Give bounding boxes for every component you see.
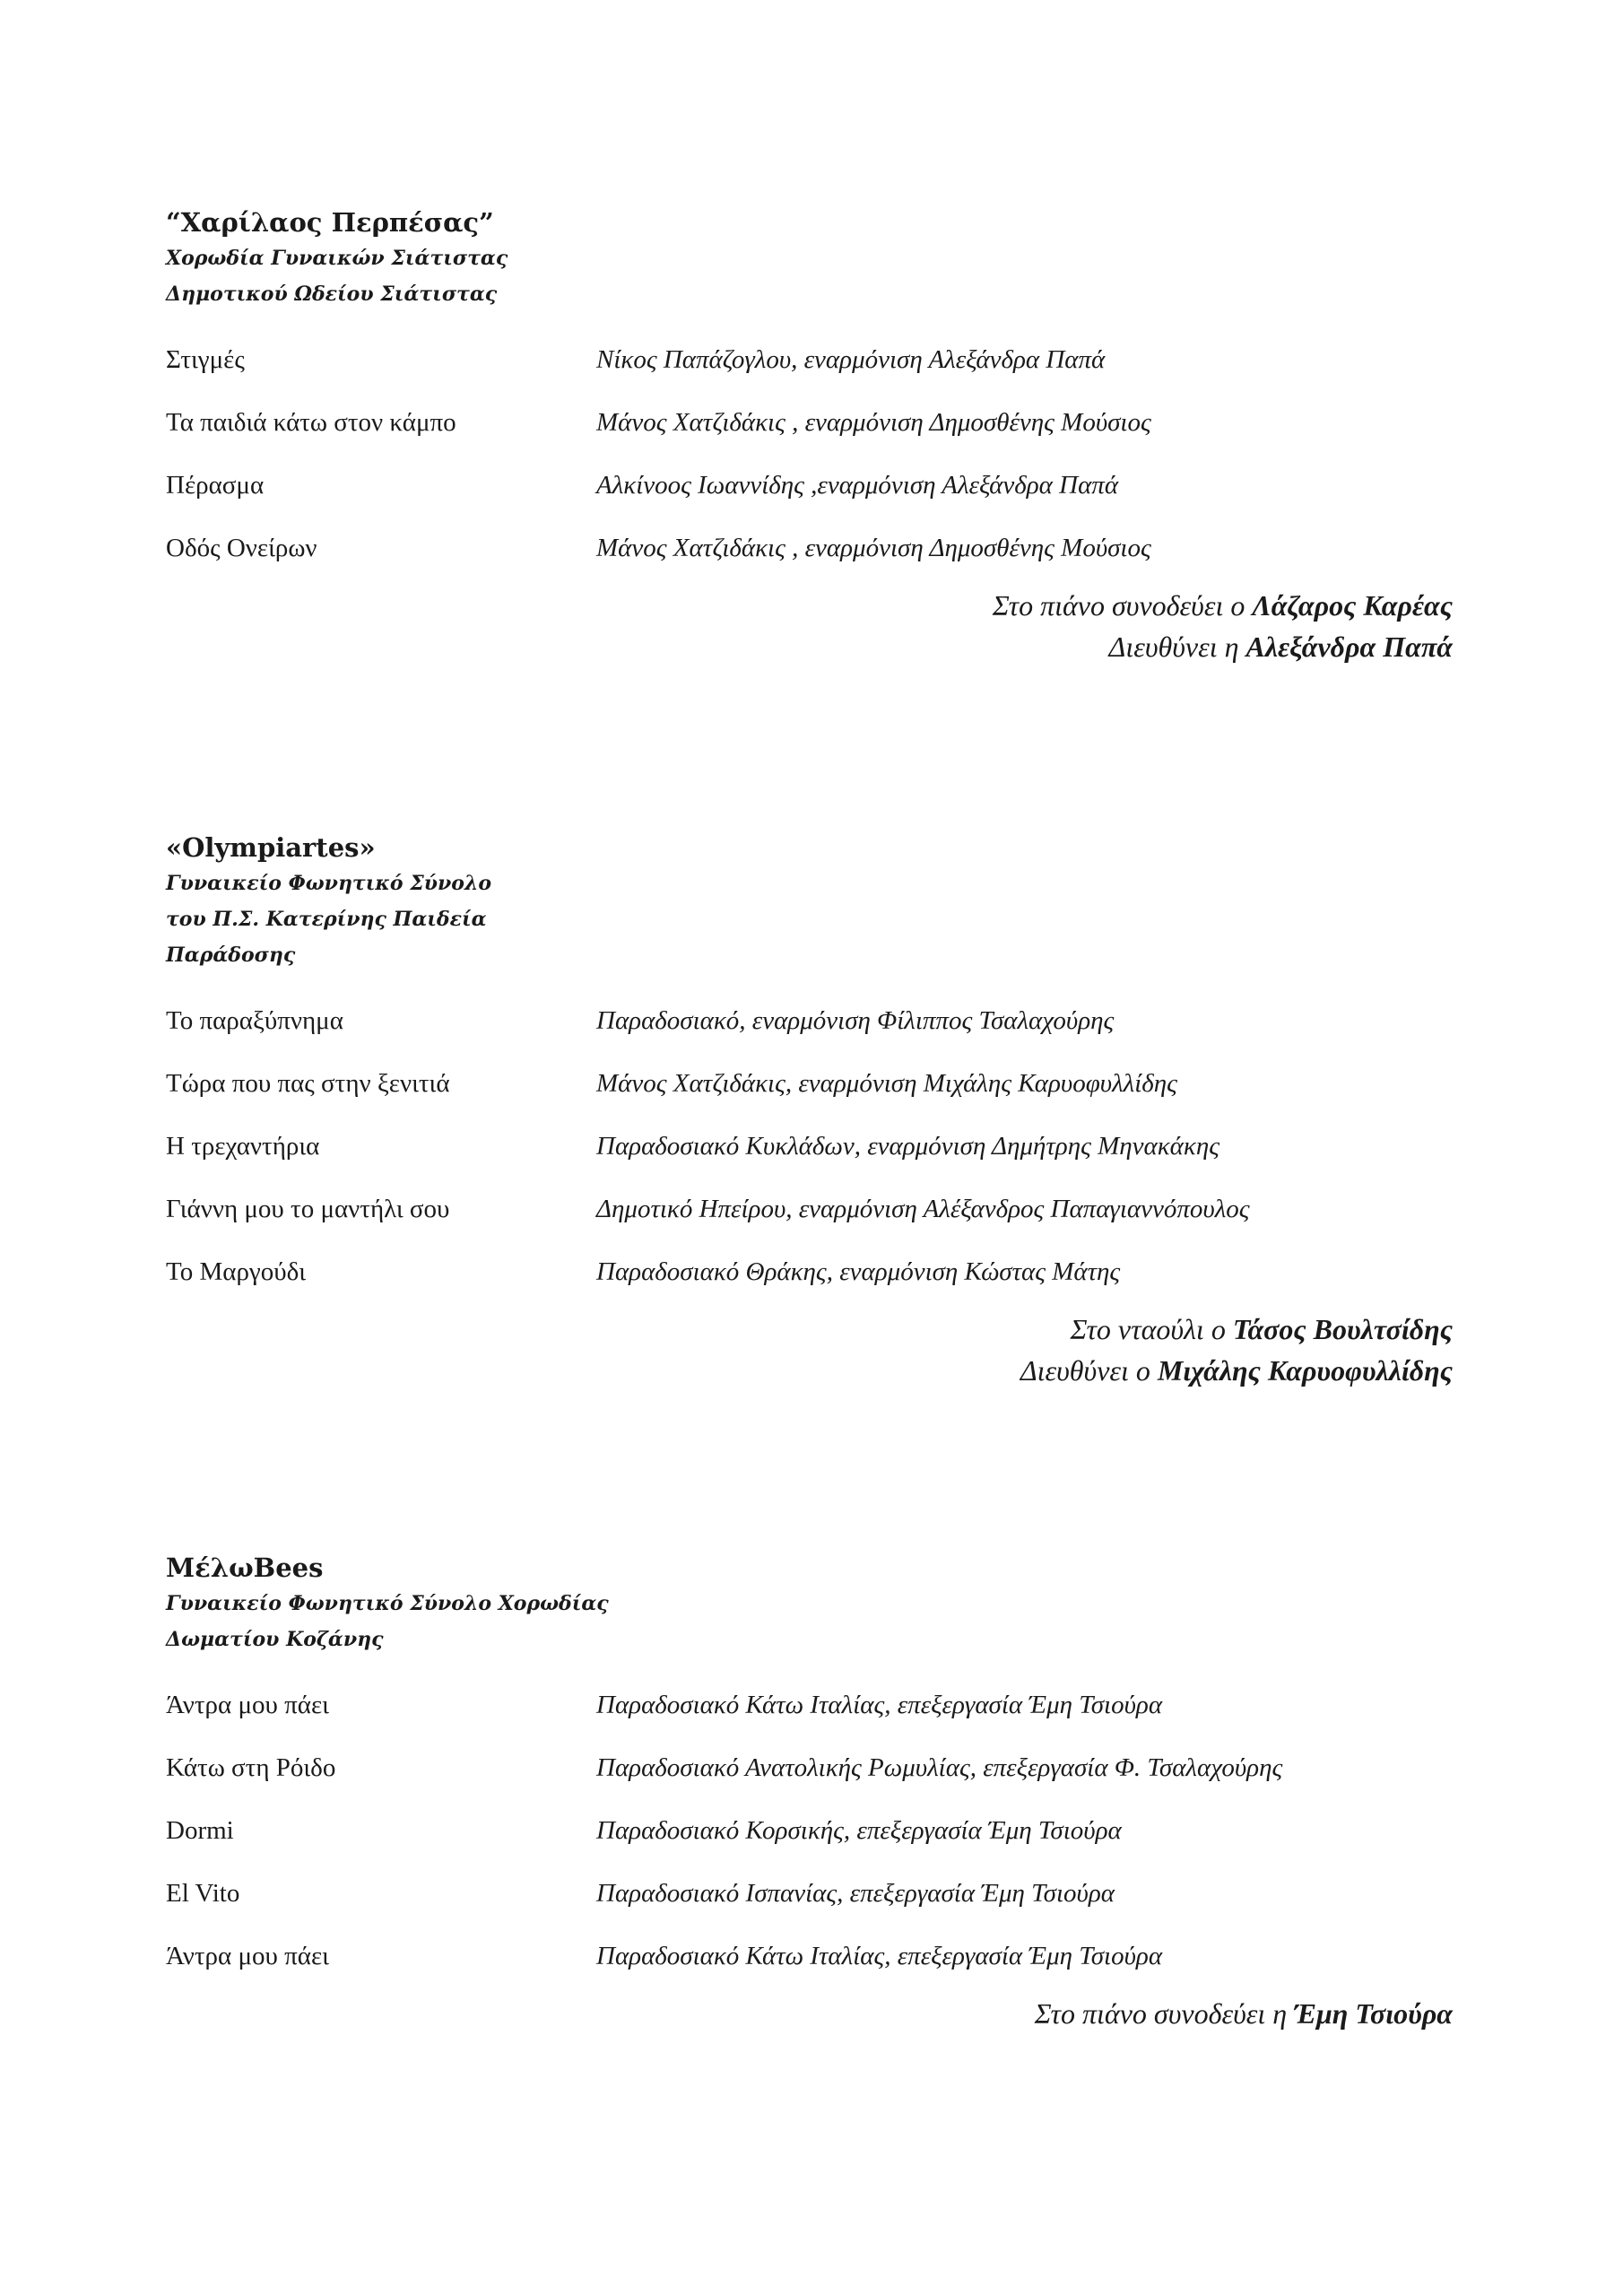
song-credit: Μάνος Χατζιδάκις, εναρμόνιση Μιχάλης Καρυοφυλλίδης: [596, 1068, 1177, 1098]
song-title: Το Μαργούδι: [166, 1257, 307, 1286]
song-list: [166, 328, 1453, 579]
song-row: [166, 1736, 1453, 1799]
song-credit: Παραδοσιακό, εναρμόνιση Φίλιππος Τσαλαχούρης: [596, 1005, 1115, 1035]
choir-subtitle-line: Δημοτικού Ωδείου Σιάτιστας: [166, 283, 498, 306]
song-credit: Παραδοσιακό Θράκης, εναρμόνιση Κώστας Μάτης: [596, 1257, 1121, 1286]
song-row: [166, 1862, 1453, 1925]
song-credit: Παραδοσιακό Κυκλάδων, εναρμόνιση Δημήτρης Μηνακάκης: [596, 1131, 1219, 1161]
song-list: [166, 989, 1453, 1303]
song-row: [166, 391, 1453, 454]
performer-credits: [166, 1309, 1453, 1391]
song-title: Τα παιδιά κάτω στον κάμπο: [166, 407, 456, 437]
choir-subtitle-line: Χορωδία Γυναικών Σιάτιστας: [166, 247, 508, 270]
credit-prefix: Διευθύνει ο: [1020, 1354, 1158, 1387]
credit-name: Τάσος Βουλτσίδης: [1232, 1313, 1453, 1345]
choir-subtitle-line: Γυναικείο Φωνητικό Σύνολο: [166, 872, 492, 895]
accompanist-credit: [166, 1993, 1453, 2034]
song-title: Το παραξύπνημα: [166, 1005, 343, 1035]
song-row: [166, 1925, 1453, 1987]
choir-section: [166, 1550, 1453, 2034]
choir-subtitle-line: Δωματίου Κοζάνης: [166, 1628, 384, 1651]
song-row: [166, 1115, 1453, 1178]
song-credit: Παραδοσιακό Ισπανίας, επεξεργασία Έμη Τσιούρα: [596, 1878, 1115, 1908]
song-row: [166, 517, 1453, 579]
song-row: [166, 1178, 1453, 1240]
song-credit: Παραδοσιακό Ανατολικής Ρωμυλίας, επεξεργασία Φ. Τσαλαχούρης: [596, 1752, 1283, 1782]
choir-subtitle-line: Παράδοσης: [166, 944, 296, 967]
conductor-credit: [166, 1350, 1453, 1391]
credit-name: Μιχάλης Καρυοφυλλίδης: [1157, 1354, 1453, 1387]
song-title: Πέρασμα: [166, 470, 265, 500]
choir-section: [166, 830, 1453, 1391]
song-title: Άντρα μου πάει: [166, 1941, 329, 1970]
song-credit: Παραδοσιακό Κορσικής, επεξεργασία Έμη Τσιούρα: [596, 1815, 1122, 1845]
credit-prefix: Στο πιάνο συνοδεύει ο: [992, 589, 1253, 622]
song-title: Άντρα μου πάει: [166, 1690, 329, 1719]
song-title: El Vito: [166, 1878, 240, 1908]
choir-title: «Olympiartes»: [166, 832, 376, 863]
song-row: [166, 1674, 1453, 1736]
credit-prefix: Στο πιάνο συνοδεύει η: [1034, 1997, 1295, 2030]
song-credit: Παραδοσιακό Κάτω Ιταλίας, επεξεργασία Έμη Τσιούρα: [596, 1941, 1163, 1970]
song-row: [166, 1799, 1453, 1862]
song-row: [166, 454, 1453, 517]
song-title: Η τρεχαντήρια: [166, 1131, 320, 1161]
performer-credits: [166, 585, 1453, 667]
choir-title: “Χαρίλαος Περπέσας”: [166, 207, 494, 238]
percussion-credit: [166, 1309, 1453, 1350]
credit-prefix: Στο νταούλι ο: [1070, 1313, 1233, 1345]
conductor-credit: [166, 626, 1453, 667]
credit-name: Έμη Τσιούρα: [1294, 1997, 1453, 2030]
credit-name: Αλεξάνδρα Παπά: [1245, 631, 1453, 663]
song-credit: Παραδοσιακό Κάτω Ιταλίας, επεξεργασία Έμη Τσιούρα: [596, 1690, 1163, 1719]
credit-prefix: Διευθύνει η: [1108, 631, 1246, 663]
song-title: Στιγμές: [166, 344, 245, 374]
song-title: Κάτω στη Ρόιδο: [166, 1752, 336, 1782]
song-credit: Αλκίνοος Ιωαννίδης ,εναρμόνιση Αλεξάνδρα Παπά: [596, 470, 1119, 500]
song-row: [166, 328, 1453, 391]
performer-credits: [166, 1993, 1453, 2034]
song-row: [166, 1240, 1453, 1303]
accompanist-credit: [166, 585, 1453, 626]
song-credit: Νίκος Παπάζογλου, εναρμόνιση Αλεξάνδρα Παπά: [596, 344, 1106, 374]
choir-subtitle-line: Γυναικείο Φωνητικό Σύνολο Χορωδίας: [166, 1592, 609, 1615]
song-credit: Δημοτικό Ηπείρου, εναρμόνιση Αλέξανδρος Παπαγιαννόπουλος: [596, 1194, 1250, 1223]
song-credit: Μάνος Χατζιδάκις , εναρμόνιση Δημοσθένης Μούσιος: [596, 407, 1151, 437]
song-row: [166, 989, 1453, 1052]
song-credit: Μάνος Χατζιδάκις , εναρμόνιση Δημοσθένης Μούσιος: [596, 533, 1151, 562]
choir-title: ΜέλωBees: [166, 1552, 324, 1583]
choir-section: [166, 204, 1453, 667]
choir-subtitle-line: του Π.Σ. Κατερίνης Παιδεία: [166, 908, 487, 931]
song-title: Γιάννη μου το μαντήλι σου: [166, 1194, 450, 1223]
credit-name: Λάζαρος Καρέας: [1252, 589, 1453, 622]
song-list: [166, 1674, 1453, 1987]
song-title: Οδός Ονείρων: [166, 533, 317, 562]
song-row: [166, 1052, 1453, 1115]
song-title: Τώρα που πας στην ξενιτιά: [166, 1068, 450, 1098]
song-title: Dormi: [166, 1815, 234, 1845]
